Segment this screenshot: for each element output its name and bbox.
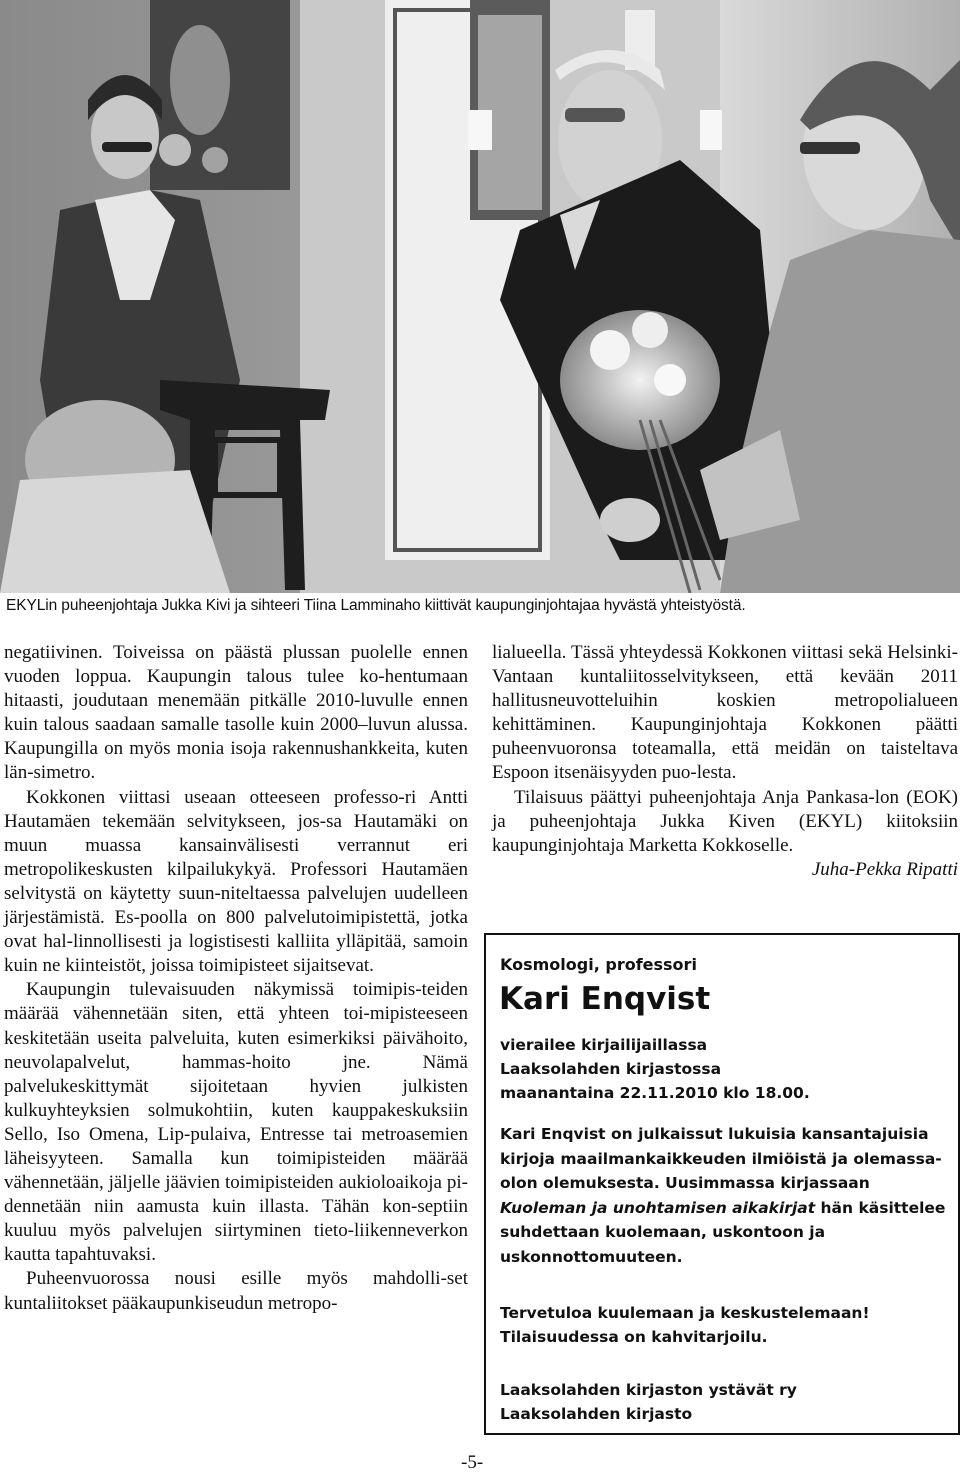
event-description: [500, 1122, 946, 1269]
article-paragraph: Kaupungin tulevaisuuden näkymissä toimipis-teiden määrää vähennetään siten, että yhteen toi-mipisteeseen keskitetään useita palveluita, kuten esimerkiksi päivähoito, neuvolapalvelut, hammas-hoito jne. Nämä palvelukeskittymät sijoitetaan hyvien julkisten kulkuyhteyksien solmukohtiin, kuten kauppakeskuksiin Sello, Iso Omena, Lip-pulaiva, Entresse tai metroasemien läheisyyteen. Samalla kun toimipisteiden määrää vähennetään, jäljelle jäävien toimipisteiden aukioloaikoja pi-dennetään niin aamusta kuin illasta. Tähän kon-septiin kuuluu myös palvelujen siirtyminen tieto-liikenneverkon kautta tapahtuvaksi.: [4, 979, 468, 1266]
event-datetime: maanantaina 22.11.2010 klo 18.00.: [500, 1084, 810, 1102]
refreshments-line: Tilaisuudessa on kahvitarjoilu.: [500, 1328, 768, 1346]
description-text: hän käsittelee suhdettaan kuolemaan, uskontoon ja uskonnottomuuteen.: [500, 1198, 946, 1266]
article-right-column: [492, 641, 958, 882]
photo-caption: EKYLin puheenjohtaja Jukka Kivi ja sihteeri Tiina Lamminaho kiittivät kaupunginjohtajaa hyvästä yhteistyöstä.: [6, 597, 746, 614]
speaker-title: Kosmologi, professori: [500, 955, 697, 974]
organizers: [500, 1378, 797, 1426]
article-paragraph: Tilaisuus päättyi puheenjohtaja Anja Pankasa-lon (EOK) ja puheenjohtaja Jukka Kiven (EKYL) kiitoksiin kaupunginjohtaja Marketta Kokkoselle.: [492, 786, 958, 856]
article-paragraph: Puheenvuorossa nousi esille myös mahdolli-set kuntaliitokset pääkaupunkiseudun metropo-: [4, 1268, 468, 1314]
event-announcement-box: [484, 933, 960, 1435]
book-title: Kuoleman ja unohtamisen aikakirjat: [500, 1198, 816, 1217]
speaker-name: Kari Enqvist: [499, 981, 711, 1017]
event-location: Laaksolahden kirjastossa: [500, 1060, 722, 1078]
event-details: [500, 1033, 810, 1105]
page-number: -5-: [461, 1452, 484, 1473]
welcome-text: [500, 1301, 870, 1349]
organizer: Laaksolahden kirjaston ystävät ry: [500, 1381, 797, 1399]
article-left-column: [4, 641, 468, 1316]
photo-illustration: [0, 0, 960, 593]
organizer: Laaksolahden kirjasto: [500, 1405, 693, 1423]
event-photo: [0, 0, 960, 593]
article-paragraph: lialueella. Tässä yhteydessä Kokkonen viittasi sekä Helsinki-Vantaan kuntaliitosselvitykseen, että kevään 2011 hallitusneuvotteluihin koskien metropolialueen kehittäminen. Kaupunginjohtaja Kokkonen päätti puheenvuoronsa toteamalla, että meidän on taisteltava Espoon itsenäisyyden puo-lesta.: [492, 642, 958, 784]
article-paragraph: Kokkonen viittasi useaan otteeseen professo-ri Antti Hautamäen tekemään selvitykseen, jos-sa Hautamäki on muun muassa kansainvälisesti verrannut eri metropolikeskusten kilpailukykyä. Professori Hautamäen selvitystä on käytetty suun-niteltaessa palvelujen uudelleen järjestämistä. Es-poolla on 800 palvelutoimipistettä, jotka ovat hal-linnollisesti ja logistisesti kalliita ylläpitää, samoin kuin ne kiinteistöt, joissa toimipisteet sijaitsevat.: [4, 786, 468, 977]
welcome-line: Tervetuloa kuulemaan ja keskustelemaan!: [500, 1304, 870, 1322]
article-paragraph: negatiivinen. Toiveissa on päästä plussan puolelle ennen vuoden loppua. Kaupungin talous tulee ko-hentumaan hitaasti, joudutaan menemään pitkälle 2010-luvulle ennen kuin talous saadaan samalle tasolle kuin 2000–luvun alussa. Kaupungilla on myös monia isoja rakennushankkeita, kuten län-simetro.: [4, 642, 468, 784]
event-detail-line: vierailee kirjailijaillassa: [500, 1036, 708, 1054]
author-signature: Juha-Pekka Ripatti: [811, 858, 958, 880]
description-text: Kari Enqvist on julkaissut lukuisia kansantajuisia kirjoja maailmankaikkeuden ilmiöistä ja olemassa-olon olemuksesta. Uusimmassa kirjassaan: [500, 1125, 942, 1192]
